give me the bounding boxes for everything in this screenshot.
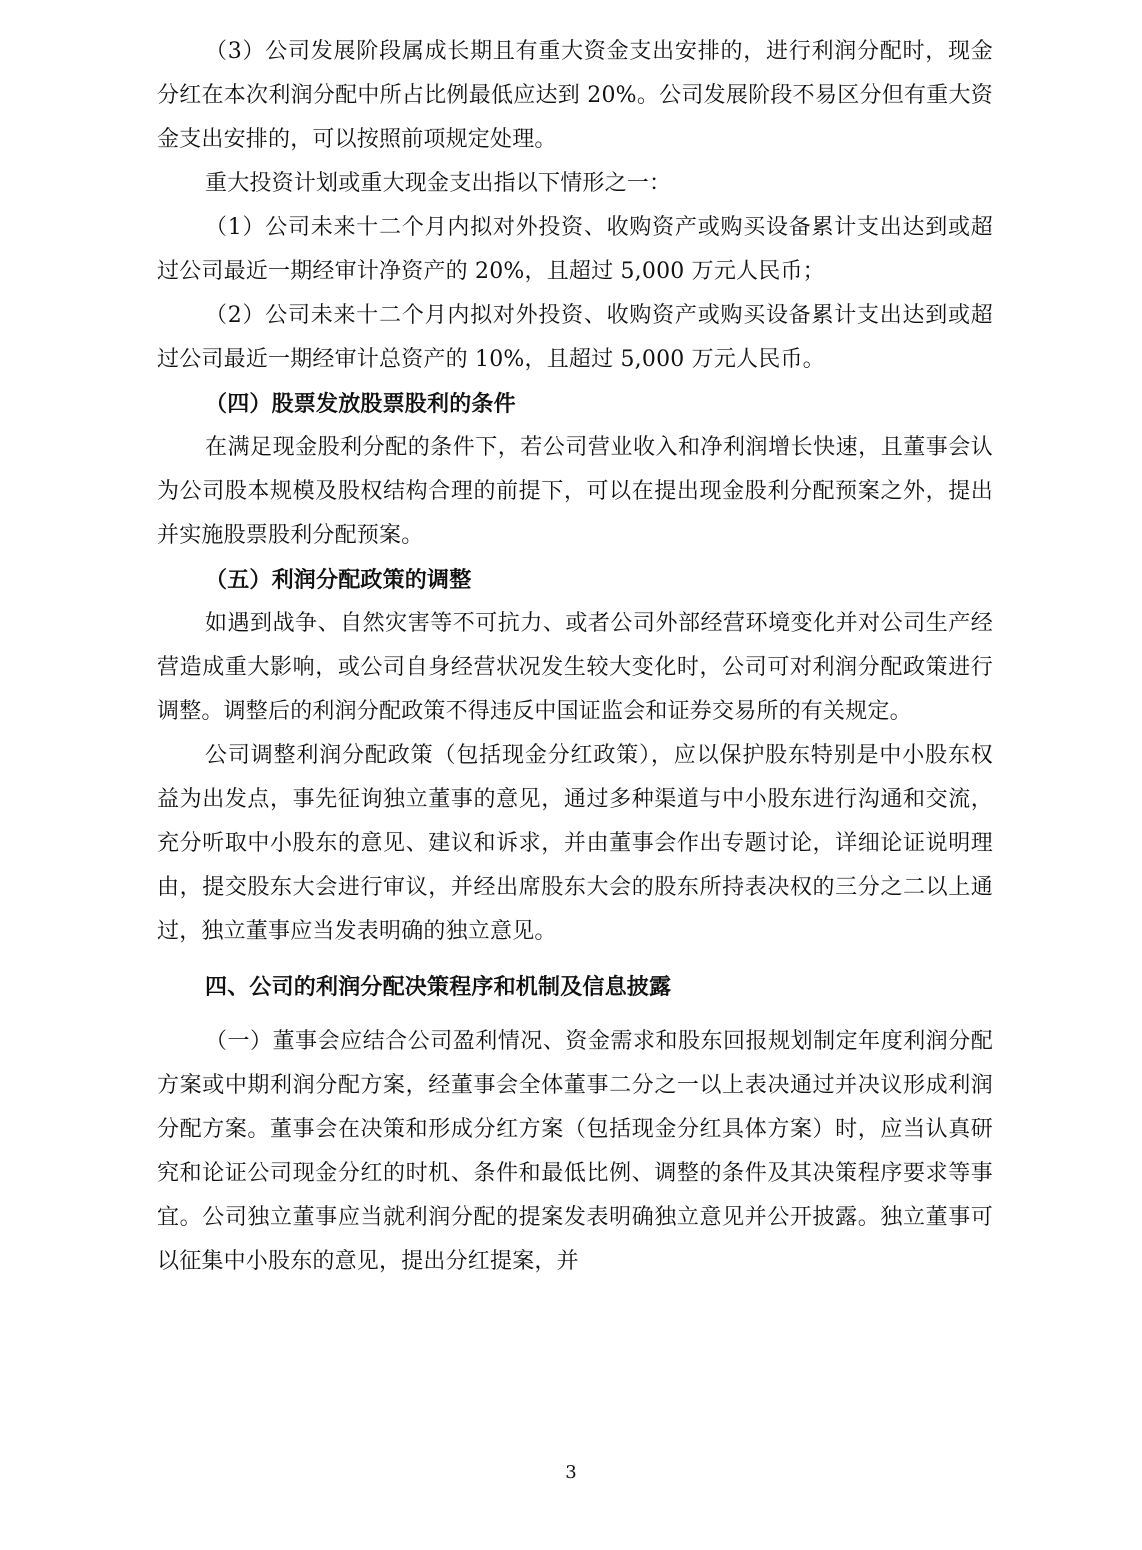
paragraph-net-assets-criterion: （1）公司未来十二个月内拟对外投资、收购资产或购买设备累计支出达到或超过公司最近一期经审计净资产的 20%，且超过 5,000 万元人民币； xyxy=(157,215,993,284)
paragraph-total-assets-criterion: （2）公司未来十二个月内拟对外投资、收购资产或购买设备累计支出达到或超过公司最近一期经审计总资产的 10%，且超过 5,000 万元人民币。 xyxy=(157,303,993,372)
paragraph-growth-stage-dividend: （3）公司发展阶段属成长期且有重大资金支出安排的，进行利润分配时，现金分红在本次利润分配中所占比例最低应达到 20%。公司发展阶段不易区分但有重大资金支出安排的，可以按照前项规定处理。 xyxy=(157,39,993,152)
document-body xyxy=(157,30,993,1284)
paragraph-adjustment-procedure: 公司调整利润分配政策（包括现金分红政策），应以保护股东特别是中小股东权益为出发点，事先征询独立董事的意见，通过多种渠道与中小股东进行沟通和交流，充分听取中小股东的意见、建议和诉求，并由董事会作出专题讨论，详细论证说明理由，提交股东大会进行审议，并经出席股东大会的股东所持表决权的三分之二以上通过，独立董事应当发表明确的独立意见。 xyxy=(157,743,993,944)
paragraph-board-decision: （一）董事会应结合公司盈利情况、资金需求和股东回报规划制定年度利润分配方案或中期利润分配方案，经董事会全体董事二分之一以上表决通过并决议形成利润分配方案。董事会在决策和形成分红方案（包括现金分红具体方案）时，应当认真研究和论证公司现金分红的时机、条件和最低比例、调整的条件及其决策程序要求等事宜。公司独立董事应当就利润分配的提案发表明确独立意见并公开披露。独立董事可以征集中小股东的意见，提出分红提案，并 xyxy=(157,1029,993,1274)
paragraph-stock-dividend-conditions: 在满足现金股利分配的条件下，若公司营业收入和净利润增长快速，且董事会认为公司股本规模及股权结构合理的前提下，可以在提出现金股利分配预案之外，提出并实施股票股利分配预案。 xyxy=(157,435,993,548)
paragraph-major-investment-intro: 重大投资计划或重大现金支出指以下情形之一： xyxy=(205,171,672,196)
page-number: 3 xyxy=(565,1462,577,1483)
paragraph-policy-adjustment: 如遇到战争、自然灾害等不可抗力、或者公司外部经营环境变化并对公司生产经营造成重大影响，或公司自身经营状况发生较大变化时，公司可对利润分配政策进行调整。调整后的利润分配政策不得违反中国证监会和证券交易所的有关规定。 xyxy=(157,611,993,724)
heading-policy-adjustment: （五）利润分配政策的调整 xyxy=(205,567,472,593)
heading-decision-procedure: 四、公司的利润分配决策程序和机制及信息披露 xyxy=(205,974,672,1000)
heading-stock-dividend-conditions: （四）股票发放股票股利的条件 xyxy=(205,391,516,417)
